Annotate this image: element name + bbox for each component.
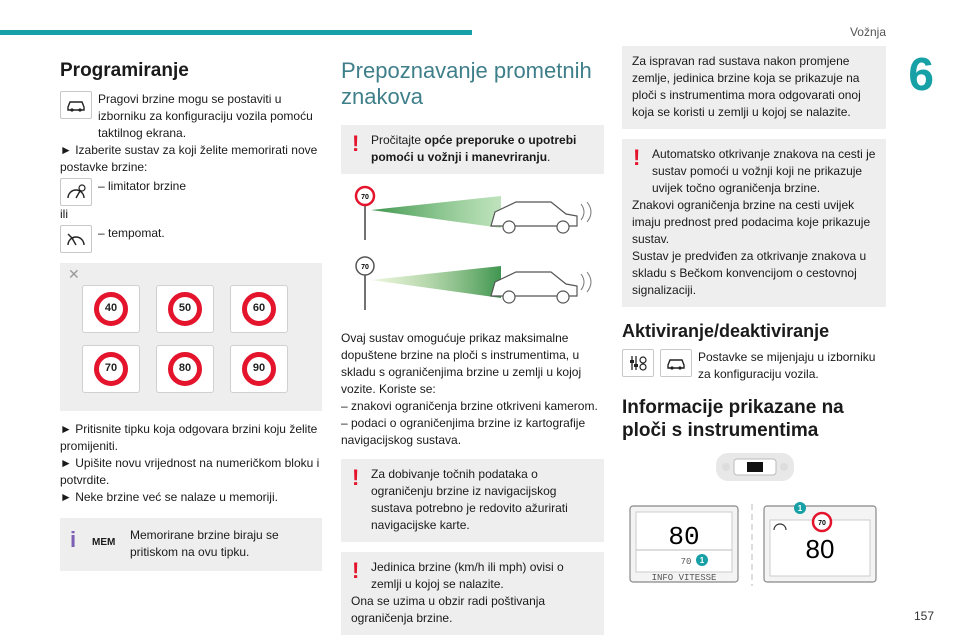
warning-icon: ! <box>633 145 641 171</box>
speed-button-grid <box>82 285 288 393</box>
body-list-item: – znakovi ograničenja brzine otkriveni kamerom. <box>341 398 598 413</box>
column-programming <box>60 58 322 571</box>
speed-memory-screen <box>60 263 322 411</box>
warning-text: Za dobivanje točnih podataka o ograničenju brzine iz navigacijskog sustava potrebno je redovito ažurirati navigacijske karte. <box>371 467 568 533</box>
warning-icon: ! <box>352 558 360 584</box>
speed-button[interactable] <box>230 345 288 393</box>
warning-text-bold: opće preporuke o upotrebi pomoći u vožnji i manevriranju <box>371 132 577 164</box>
car-settings-icon <box>60 91 92 119</box>
speed-sign-icon: 60 <box>242 292 276 326</box>
warning-text: Ona se uzima u obzir radi poštivanja ograničenja brzine. <box>351 594 546 626</box>
limiter-row <box>60 178 322 206</box>
info-icon: i <box>70 527 77 553</box>
close-icon[interactable]: ✕ <box>68 266 80 283</box>
warning-text: Znakovi ograničenja brzine na cesti uvijek imaju prednost pred podacima koje prikazuje sustav. <box>632 198 871 247</box>
instruction-step: ► Upišite novu vrijednost na numeričkom bloku i potvrdite. <box>60 456 320 488</box>
section-title: Vožnja <box>849 25 886 39</box>
activation-row <box>622 349 886 383</box>
page-number: 157 <box>913 609 934 623</box>
instruction-step: ► Izaberite sustav za koji želite memorirati nove postavke brzine: <box>60 143 318 175</box>
speed-sign-icon: 50 <box>168 292 202 326</box>
warning-icon: ! <box>352 130 360 156</box>
info-text: Memorirane brzine biraju se pritiskom na ovu tipku. <box>130 528 279 560</box>
column-info <box>622 54 886 590</box>
steering-control-illustration <box>714 449 886 490</box>
limiter-label: – limitator brzine <box>98 179 187 194</box>
speed-button[interactable] <box>82 345 140 393</box>
speed-sign-icon: 40 <box>94 292 128 326</box>
callout-number: 1 <box>699 555 705 565</box>
speed-sign-icon: 70 <box>94 352 128 386</box>
section-heading: Prepoznavanje prometnih znakova <box>341 58 592 110</box>
warning-text-suffix: . <box>547 149 551 164</box>
info-box-text: Za ispravan rad sustava nakon promjene zemlje, jedinica brzine koja se prikazuje na ploči s instrumentima mora odgovarati onoj koja se koristi u zemlji u kojoj se nalazite. <box>632 54 861 120</box>
activation-text: Postavke se mijenjaju u izborniku za konfiguraciju vozila. <box>698 350 876 382</box>
mem-key-label: MEM <box>92 537 116 549</box>
intro-text: Pragovi brzine mogu se postaviti u izborniku za konfiguraciju vozila pomoću taktilnog ekrana. <box>98 91 313 141</box>
section-heading: Informacije prikazane na ploči s instrumentima <box>622 397 844 441</box>
speed-limiter-icon <box>60 178 92 206</box>
speed-sign-icon: 90 <box>242 352 276 386</box>
speed-sign-icon: 80 <box>168 352 202 386</box>
instrument-cluster-displays <box>622 500 886 590</box>
chapter-number: 6 <box>908 48 934 100</box>
cruise-label: – tempomat. <box>98 226 165 241</box>
warning-text-prefix: Pročitajte <box>371 132 425 147</box>
intro-row <box>60 91 322 142</box>
info-note <box>60 518 322 571</box>
warning-note <box>341 459 604 542</box>
speed-button[interactable] <box>156 345 214 393</box>
car-settings-icon <box>660 349 692 377</box>
section-heading: Aktiviranje/deaktiviranje <box>622 321 830 342</box>
warning-text <box>371 132 594 166</box>
speed-button[interactable] <box>156 285 214 333</box>
speed-button[interactable] <box>230 285 288 333</box>
cluster-caption: INFO VITESSE <box>651 572 717 583</box>
speed-button[interactable] <box>82 285 140 333</box>
body-text: Ovaj sustav omogućuje prikaz maksimalne dopuštene brzine na ploči s instrumentima, u skladu s ograničenjima brzine u zemlji u kojoj vozite. Koriste se: <box>341 330 582 396</box>
cluster-speed-text: 80 <box>668 521 700 552</box>
warning-note <box>341 552 604 635</box>
cluster-sign-value: 70 <box>818 519 826 527</box>
warning-note <box>341 125 604 174</box>
warning-text: Jedinica brzine (km/h ili mph) ovisi o zemlji u kojoj se nalazite. <box>371 560 564 592</box>
driving-aids-icon <box>622 349 654 377</box>
warning-text: Automatsko otkrivanje znakova na cesti je sustav pomoći u vožnji koji ne prikazuje uvijek točno ograničenja brzine. <box>652 147 876 196</box>
cluster-small-speed: 70 <box>680 556 692 567</box>
cruise-control-icon <box>60 225 92 253</box>
header-accent-bar <box>0 30 472 35</box>
warning-text: Sustav je predviđen za otkrivanje znakova u skladu s Bečkom konvencijom o cestovnoj signalizaciji. <box>632 249 867 298</box>
navigation-detection-illustration <box>341 252 604 312</box>
instruction-step: ► Neke brzine već se nalaze u memoriji. <box>60 490 278 505</box>
sign-value-text: 70 <box>361 263 369 271</box>
sign-value-text: 70 <box>361 193 369 201</box>
camera-detection-illustration <box>341 182 604 242</box>
body-list-item: – podaci o ograničenjima brzine iz kartografije navigacijskog sustava. <box>341 416 586 448</box>
column-sign-recognition <box>341 58 604 640</box>
info-box <box>622 46 886 129</box>
warning-note <box>622 139 886 307</box>
or-text: ili <box>60 207 68 222</box>
section-heading: Programiranje <box>60 60 189 81</box>
callout-number: 1 <box>797 503 803 513</box>
instruction-step: ► Pritisnite tipku koja odgovara brzini koju želite promijeniti. <box>60 422 318 454</box>
cruise-row <box>60 225 322 253</box>
warning-icon: ! <box>352 465 360 491</box>
cluster-speed-text: 80 <box>805 533 835 564</box>
